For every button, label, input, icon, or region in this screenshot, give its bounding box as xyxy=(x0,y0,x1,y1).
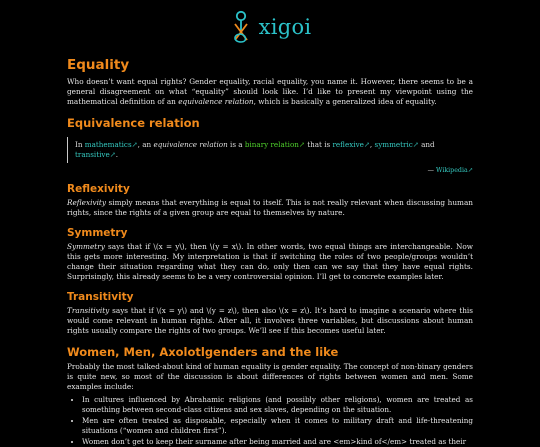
link-transitive[interactable]: transitive↗ xyxy=(75,150,116,159)
link-binary-relation[interactable]: binary relation↗ xyxy=(244,140,305,149)
section-heading-transitivity: Transitivity xyxy=(67,291,134,303)
list-item: • Women don’t get to keep their surname after being married and are <em>kind of</em> treated as their xyxy=(82,437,473,447)
link-mathematics[interactable]: mathematics↗ xyxy=(84,140,138,149)
section-heading-reflexivity: Reflexivity xyxy=(67,183,130,195)
section-heading-symmetry: Symmetry xyxy=(67,227,128,239)
quote-source: — Wikipedia↗ xyxy=(427,167,473,174)
transitivity-paragraph: Transitivity says that if \(x = y\) and \(y = z\), then also \(x = z\). It’s hard to imagine a scenario where this would come relevant in human rights. After all, it involves three variables, but discussions about human rights usually compare the rights of two groups. We’ll see if this becomes useful later. xyxy=(67,306,473,335)
list-item: • In cultures influenced by Abrahamic religions (and possibly other religions), women are treated as something between second-class citizens and sex slaves, depending on the situation. xyxy=(82,395,473,415)
section-heading-equivalence: Equivalence relation xyxy=(67,116,200,130)
section-heading-women-men: Women, Men, Axolotlgenders and the like xyxy=(67,345,339,359)
external-link-icon: ↗ xyxy=(109,150,116,159)
external-link-icon: ↗ xyxy=(131,140,138,149)
external-link-icon: ↗ xyxy=(298,140,305,149)
reflexivity-paragraph: Reflexivity simply means that everything is equal to itself. This is not really relevant when discussing human rights, since the rights of a given group are equal to themselves by nature. xyxy=(67,198,473,217)
article xyxy=(0,57,540,447)
external-link-icon: ↗ xyxy=(467,167,473,174)
intro-paragraph: Who doesn’t want equal rights? Gender equality, racial equality, you name it. However, there seems to be a general disagreement on what “equality” should look like. I’d like to present my viewpoint using the mathematical definition of an equivalence relation, which is basically a generalized idea of equality. xyxy=(67,77,473,106)
link-reflexive[interactable]: reflexive↗ xyxy=(332,140,370,149)
link-symmetric[interactable]: symmetric↗ xyxy=(374,140,419,149)
examples-list xyxy=(67,395,473,447)
xigoi-logo-icon[interactable] xyxy=(229,10,253,44)
symmetry-paragraph: Symmetry says that if \(x = y\), then \(y = x\). In other words, two equal things are interchangeable. Now this gets more interesting. My interpretation is that if switching the roles of two people/groups wouldn’t change their situation regarding what they can do, only then can we say that they have equal rights. Surprisingly, this already seems to be a very controversial opinion. I’ll get to concrete examples later. xyxy=(67,242,473,281)
external-link-icon: ↗ xyxy=(363,140,370,149)
external-link-icon: ↗ xyxy=(412,140,419,149)
site-name[interactable]: xigoi xyxy=(258,15,312,39)
gender-paragraph: Probably the most talked-about kind of human equality is gender equality. The concept of non-binary genders is quite new, so most of the discussion is about differences of rights between women and men. Some examples include: xyxy=(67,362,473,391)
page-title: Equality xyxy=(67,57,130,73)
site-header xyxy=(0,0,540,54)
wikipedia-quote: In mathematics↗, an equivalence relation is a binary relation↗ that is reflexive↗, symmetric↗ and transitive↗. xyxy=(67,137,473,163)
list-item: • Men are often treated as disposable, especially when it comes to military draft and life-threatening situations (“women and children first”). xyxy=(82,416,473,436)
link-wikipedia[interactable]: Wikipedia↗ xyxy=(435,167,473,174)
